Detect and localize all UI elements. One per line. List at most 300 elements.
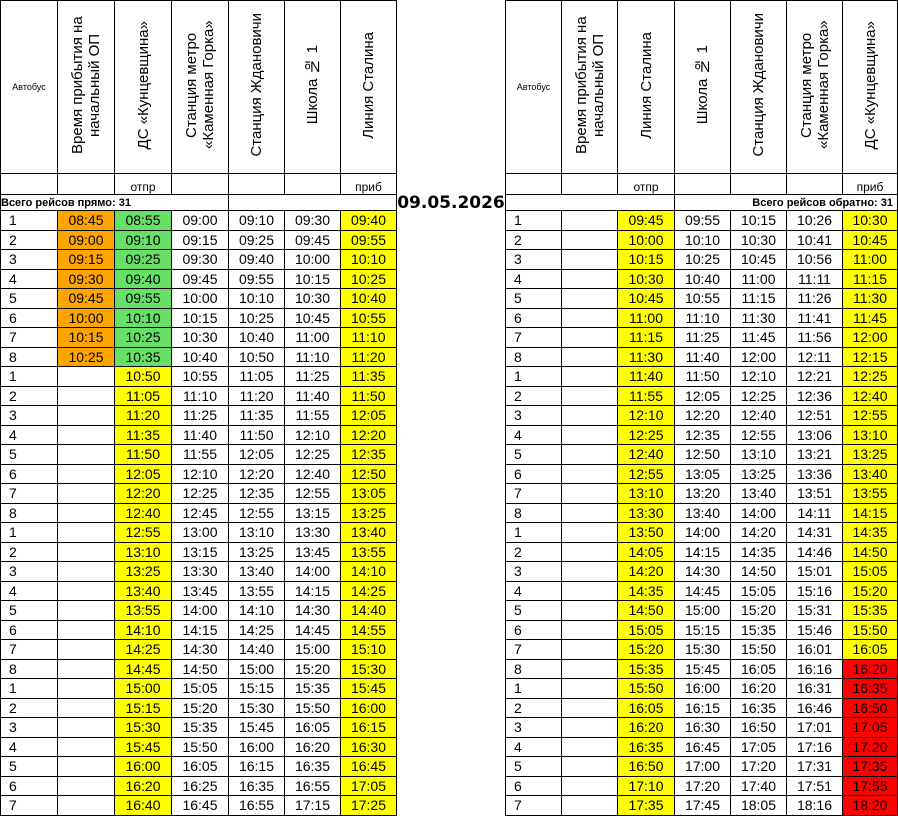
arrival-cell: 16:15: [341, 718, 397, 738]
table-cell: 16:50: [731, 718, 787, 738]
table-cell: [562, 718, 618, 738]
arrival-initial-cell: 09:30: [58, 269, 115, 289]
arrival-cell: 16:50: [843, 698, 898, 718]
table-cell: 13:40: [731, 484, 787, 504]
bus-number-cell: 6: [506, 308, 562, 328]
table-cell: 13:06: [787, 425, 843, 445]
departure-cell: 11:15: [618, 328, 675, 348]
bus-number-cell: 7: [1, 796, 58, 816]
table-cell: [58, 562, 115, 582]
table-cell: [58, 640, 115, 660]
sub-label: [285, 174, 341, 195]
departure-cell: 13:50: [618, 523, 675, 543]
table-row: [506, 640, 898, 660]
departure-cell: 14:50: [618, 601, 675, 621]
table-cell: 15:00: [675, 601, 731, 621]
table-cell: 13:10: [731, 445, 787, 465]
table-cell: 16:05: [731, 659, 787, 679]
arrival-cell: 15:50: [843, 620, 898, 640]
table-cell: 16:35: [229, 776, 285, 796]
table-cell: 13:25: [731, 464, 787, 484]
departure-cell: 16:50: [618, 757, 675, 777]
table-cell: 11:20: [229, 386, 285, 406]
table-cell: 15:00: [285, 640, 341, 660]
table-cell: 13:00: [172, 523, 229, 543]
arrival-cell: 10:10: [341, 250, 397, 270]
table-row: [506, 250, 898, 270]
table-cell: 16:01: [787, 640, 843, 660]
total-row: [506, 195, 898, 211]
bus-number-cell: 1: [506, 679, 562, 699]
bus-number-cell: 7: [1, 484, 58, 504]
table-cell: 12:10: [285, 425, 341, 445]
table-cell: 10:10: [229, 289, 285, 309]
departure-cell: 15:15: [115, 698, 172, 718]
table-cell: 11:11: [787, 269, 843, 289]
arrival-cell: 12:55: [843, 406, 898, 426]
table-cell: 16:15: [675, 698, 731, 718]
departure-cell: 13:25: [115, 562, 172, 582]
table-cell: [562, 425, 618, 445]
table-cell: 11:45: [731, 328, 787, 348]
table-cell: [562, 659, 618, 679]
table-cell: 13:51: [787, 484, 843, 504]
departure-cell: 10:50: [115, 367, 172, 387]
arrival-cell: 17:05: [843, 718, 898, 738]
table-cell: 15:00: [229, 659, 285, 679]
table-cell: 11:50: [675, 367, 731, 387]
bus-number-cell: 8: [506, 347, 562, 367]
bus-number-cell: 5: [1, 445, 58, 465]
table-cell: 14:30: [285, 601, 341, 621]
table-cell: 14:31: [787, 523, 843, 543]
table-cell: 12:05: [675, 386, 731, 406]
table-cell: 16:00: [229, 737, 285, 757]
table-row: [506, 484, 898, 504]
table-row: [1, 679, 397, 699]
bus-number-cell: 2: [506, 230, 562, 250]
table-cell: 16:31: [787, 679, 843, 699]
table-cell: 16:05: [172, 757, 229, 777]
table-cell: [58, 484, 115, 504]
table-row: [1, 757, 397, 777]
header-row: [1, 1, 397, 174]
table-row: [506, 328, 898, 348]
table-cell: 17:05: [731, 737, 787, 757]
table-cell: [562, 581, 618, 601]
bus-number-cell: 3: [506, 718, 562, 738]
table-cell: [562, 328, 618, 348]
header-school-1: Школа № 1: [675, 1, 731, 174]
table-cell: [562, 484, 618, 504]
bus-number-cell: 3: [506, 406, 562, 426]
table-cell: 17:20: [675, 776, 731, 796]
departure-cell: 15:05: [618, 620, 675, 640]
table-row: [506, 406, 898, 426]
table-row: [506, 269, 898, 289]
bus-number-cell: 1: [1, 523, 58, 543]
table-cell: 13:30: [172, 562, 229, 582]
table-cell: 15:35: [285, 679, 341, 699]
table-cell: [58, 503, 115, 523]
table-cell: [562, 406, 618, 426]
sub-label: [731, 174, 787, 195]
table-cell: 12:55: [285, 484, 341, 504]
table-cell: [562, 289, 618, 309]
arrival-cell: 11:35: [341, 367, 397, 387]
arrival-cell: 15:45: [341, 679, 397, 699]
table-row: [1, 601, 397, 621]
table-cell: 17:01: [787, 718, 843, 738]
bus-number-cell: 2: [506, 698, 562, 718]
table-cell: [58, 718, 115, 738]
bus-number-cell: 6: [506, 776, 562, 796]
table-cell: 11:41: [787, 308, 843, 328]
bus-number-cell: 4: [506, 737, 562, 757]
bus-number-cell: 8: [506, 503, 562, 523]
table-cell: [562, 776, 618, 796]
bus-number-cell: 4: [506, 581, 562, 601]
departure-cell: 11:55: [618, 386, 675, 406]
arrival-cell: 16:00: [341, 698, 397, 718]
table-cell: 14:50: [172, 659, 229, 679]
bus-number-cell: 1: [506, 211, 562, 231]
arrival-cell: 15:35: [843, 601, 898, 621]
total-spacer: [506, 195, 675, 211]
sub-label-arrive: приб: [843, 174, 898, 195]
header-row: [506, 1, 898, 174]
table-cell: 12:40: [285, 464, 341, 484]
header-bus: Автобус: [1, 1, 58, 174]
table-cell: 13:40: [229, 562, 285, 582]
arrival-cell: 16:45: [341, 757, 397, 777]
header-arrival-initial: Время прибытия на начальный ОП: [58, 1, 115, 174]
table-cell: 14:11: [787, 503, 843, 523]
table-row: [1, 581, 397, 601]
table-cell: 10:40: [229, 328, 285, 348]
table-cell: 13:30: [285, 523, 341, 543]
bus-number-cell: 4: [506, 269, 562, 289]
arrival-initial-cell: 09:15: [58, 250, 115, 270]
table-row: [1, 562, 397, 582]
sub-label-depart: отпр: [115, 174, 172, 195]
table-row: [506, 386, 898, 406]
table-cell: 15:16: [787, 581, 843, 601]
table-cell: [562, 445, 618, 465]
table-cell: 14:25: [229, 620, 285, 640]
table-cell: 11:00: [285, 328, 341, 348]
table-cell: 12:35: [675, 425, 731, 445]
header-bus: Автобус: [506, 1, 562, 174]
bus-number-cell: 6: [506, 464, 562, 484]
arrival-cell: 17:55: [843, 776, 898, 796]
table-cell: 16:46: [787, 698, 843, 718]
arrival-cell: 10:55: [341, 308, 397, 328]
table-cell: 15:20: [172, 698, 229, 718]
table-cell: 11:56: [787, 328, 843, 348]
arrival-cell: 09:55: [341, 230, 397, 250]
table-row: [506, 523, 898, 543]
bus-number-cell: 2: [506, 542, 562, 562]
departure-cell: 16:35: [618, 737, 675, 757]
table-cell: 09:55: [675, 211, 731, 231]
table-row: [1, 367, 397, 387]
table-row: [1, 308, 397, 328]
header-arrival-initial: Время прибытия на начальный ОП: [562, 1, 618, 174]
arrival-cell: 11:15: [843, 269, 898, 289]
table-cell: 15:01: [787, 562, 843, 582]
table-cell: 11:26: [787, 289, 843, 309]
departure-cell: 12:40: [618, 445, 675, 465]
table-row: [506, 503, 898, 523]
arrival-cell: 17:35: [843, 757, 898, 777]
table-cell: 11:15: [731, 289, 787, 309]
arrival-initial-cell: 10:00: [58, 308, 115, 328]
arrival-cell: 11:45: [843, 308, 898, 328]
table-row: [506, 581, 898, 601]
table-cell: [562, 211, 618, 231]
departure-cell: 10:35: [115, 347, 172, 367]
table-cell: 15:46: [787, 620, 843, 640]
table-cell: 10:30: [172, 328, 229, 348]
arrival-cell: 17:20: [843, 737, 898, 757]
table-cell: [58, 620, 115, 640]
table-cell: [562, 796, 618, 816]
forward-schedule-body: [1, 211, 397, 816]
table-cell: 15:20: [731, 601, 787, 621]
table-cell: 10:15: [731, 211, 787, 231]
arrival-initial-cell: 09:45: [58, 289, 115, 309]
table-row: [1, 269, 397, 289]
table-cell: 13:21: [787, 445, 843, 465]
bus-number-cell: 5: [506, 601, 562, 621]
table-cell: 13:45: [172, 581, 229, 601]
table-row: [506, 796, 898, 816]
arrival-cell: 11:10: [341, 328, 397, 348]
table-cell: 14:30: [172, 640, 229, 660]
table-row: [1, 620, 397, 640]
bus-number-cell: 6: [506, 620, 562, 640]
departure-cell: 11:20: [115, 406, 172, 426]
arrival-cell: 16:30: [341, 737, 397, 757]
table-cell: [58, 406, 115, 426]
arrival-cell: 13:55: [341, 542, 397, 562]
table-row: [1, 484, 397, 504]
table-row: [1, 640, 397, 660]
bus-number-cell: 1: [1, 211, 58, 231]
table-cell: 11:50: [229, 425, 285, 445]
table-cell: 16:35: [285, 757, 341, 777]
sub-label: [58, 174, 115, 195]
table-cell: [58, 542, 115, 562]
table-row: [506, 601, 898, 621]
table-cell: 13:20: [675, 484, 731, 504]
table-cell: [562, 503, 618, 523]
table-row: [506, 367, 898, 387]
header-stalin-line: Линия Сталина: [618, 1, 675, 174]
table-cell: 09:15: [172, 230, 229, 250]
departure-cell: 13:55: [115, 601, 172, 621]
table-cell: 10:00: [285, 250, 341, 270]
table-cell: 16:30: [675, 718, 731, 738]
bus-number-cell: 5: [506, 289, 562, 309]
table-cell: 16:25: [172, 776, 229, 796]
table-cell: 13:10: [229, 523, 285, 543]
arrival-cell: 12:15: [843, 347, 898, 367]
total-trips-return: Всего рейсов обратно: 31: [675, 195, 898, 211]
table-cell: 13:40: [675, 503, 731, 523]
arrival-cell: 13:25: [843, 445, 898, 465]
table-cell: 11:55: [172, 445, 229, 465]
table-cell: [562, 679, 618, 699]
table-cell: 15:50: [285, 698, 341, 718]
table-row: [1, 445, 397, 465]
table-row: [506, 562, 898, 582]
table-cell: 17:20: [731, 757, 787, 777]
table-cell: 14:00: [285, 562, 341, 582]
arrival-cell: 16:35: [843, 679, 898, 699]
departure-cell: 11:50: [115, 445, 172, 465]
departure-cell: 12:40: [115, 503, 172, 523]
table-cell: 12:55: [229, 503, 285, 523]
table-cell: [58, 737, 115, 757]
table-cell: 16:20: [285, 737, 341, 757]
arrival-cell: 12:35: [341, 445, 397, 465]
departure-cell: 11:40: [618, 367, 675, 387]
table-cell: 12:20: [675, 406, 731, 426]
table-row: [506, 737, 898, 757]
bus-number-cell: 5: [1, 601, 58, 621]
table-cell: 16:05: [285, 718, 341, 738]
table-row: [1, 328, 397, 348]
table-cell: 15:15: [675, 620, 731, 640]
table-cell: 11:40: [285, 386, 341, 406]
sub-label: [506, 174, 562, 195]
departure-cell: 15:50: [618, 679, 675, 699]
bus-number-cell: 3: [1, 406, 58, 426]
header-school-1: Школа № 1: [285, 1, 341, 174]
bus-number-cell: 4: [1, 581, 58, 601]
arrival-cell: 11:00: [843, 250, 898, 270]
header-kuntsevshchina: ДС «Кунцевщина»: [115, 1, 172, 174]
table-cell: 16:45: [172, 796, 229, 816]
departure-cell: 16:00: [115, 757, 172, 777]
arrival-cell: 14:15: [843, 503, 898, 523]
table-row: [1, 250, 397, 270]
total-row: [1, 195, 397, 211]
sub-label-arrive: приб: [341, 174, 397, 195]
table-cell: 14:15: [675, 542, 731, 562]
bus-number-cell: 6: [1, 464, 58, 484]
arrival-cell: 11:50: [341, 386, 397, 406]
table-row: [506, 347, 898, 367]
departure-cell: 14:05: [618, 542, 675, 562]
bus-number-cell: 3: [506, 250, 562, 270]
arrival-cell: 14:55: [341, 620, 397, 640]
table-row: [506, 679, 898, 699]
table-cell: [58, 757, 115, 777]
table-cell: [562, 698, 618, 718]
table-cell: 12:10: [172, 464, 229, 484]
table-cell: [562, 523, 618, 543]
departure-cell: 09:55: [115, 289, 172, 309]
departure-cell: 10:15: [618, 250, 675, 270]
departure-cell: 14:45: [115, 659, 172, 679]
sub-label: [229, 174, 285, 195]
table-cell: 15:05: [731, 581, 787, 601]
table-row: [506, 776, 898, 796]
table-row: [1, 464, 397, 484]
arrival-cell: 09:40: [341, 211, 397, 231]
arrival-cell: 17:25: [341, 796, 397, 816]
arrival-cell: 13:10: [843, 425, 898, 445]
bus-number-cell: 7: [1, 328, 58, 348]
departure-cell: 09:40: [115, 269, 172, 289]
table-row: [1, 796, 397, 816]
arrival-initial-cell: 08:45: [58, 211, 115, 231]
table-cell: 09:00: [172, 211, 229, 231]
bus-number-cell: 4: [506, 425, 562, 445]
table-cell: 12:25: [731, 386, 787, 406]
bus-number-cell: 1: [1, 367, 58, 387]
table-cell: 15:45: [229, 718, 285, 738]
table-cell: 09:45: [285, 230, 341, 250]
sub-label: [675, 174, 731, 195]
departure-cell: 16:20: [618, 718, 675, 738]
sub-label-row: [506, 174, 898, 195]
departure-cell: 17:35: [618, 796, 675, 816]
table-cell: 11:25: [285, 367, 341, 387]
arrival-cell: 11:30: [843, 289, 898, 309]
table-cell: [58, 679, 115, 699]
table-cell: 15:20: [285, 659, 341, 679]
table-cell: 15:50: [731, 640, 787, 660]
table-cell: 14:15: [285, 581, 341, 601]
table-cell: [562, 464, 618, 484]
header-stalin-line: Линия Сталина: [341, 1, 397, 174]
table-cell: [562, 347, 618, 367]
departure-cell: 14:20: [618, 562, 675, 582]
table-cell: 13:55: [229, 581, 285, 601]
departure-cell: 14:25: [115, 640, 172, 660]
sub-label: [787, 174, 843, 195]
departure-cell: 11:35: [115, 425, 172, 445]
table-row: [506, 659, 898, 679]
table-row: [506, 211, 898, 231]
arrival-cell: 13:25: [341, 503, 397, 523]
departure-cell: 15:45: [115, 737, 172, 757]
table-cell: 10:40: [172, 347, 229, 367]
table-cell: 10:55: [675, 289, 731, 309]
forward-schedule-table: [0, 0, 397, 816]
bus-number-cell: 5: [1, 757, 58, 777]
table-cell: 10:50: [229, 347, 285, 367]
table-cell: 14:46: [787, 542, 843, 562]
table-cell: 15:30: [675, 640, 731, 660]
table-cell: 12:21: [787, 367, 843, 387]
header-zhdanovichi: Станция Ждановичи: [731, 1, 787, 174]
departure-cell: 16:05: [618, 698, 675, 718]
table-cell: 16:55: [285, 776, 341, 796]
arrival-cell: 14:25: [341, 581, 397, 601]
bus-number-cell: 5: [1, 289, 58, 309]
total-spacer: [229, 195, 397, 211]
arrival-cell: 12:25: [843, 367, 898, 387]
table-cell: 14:15: [172, 620, 229, 640]
table-cell: 10:25: [675, 250, 731, 270]
table-cell: [58, 581, 115, 601]
sub-label: [1, 174, 58, 195]
